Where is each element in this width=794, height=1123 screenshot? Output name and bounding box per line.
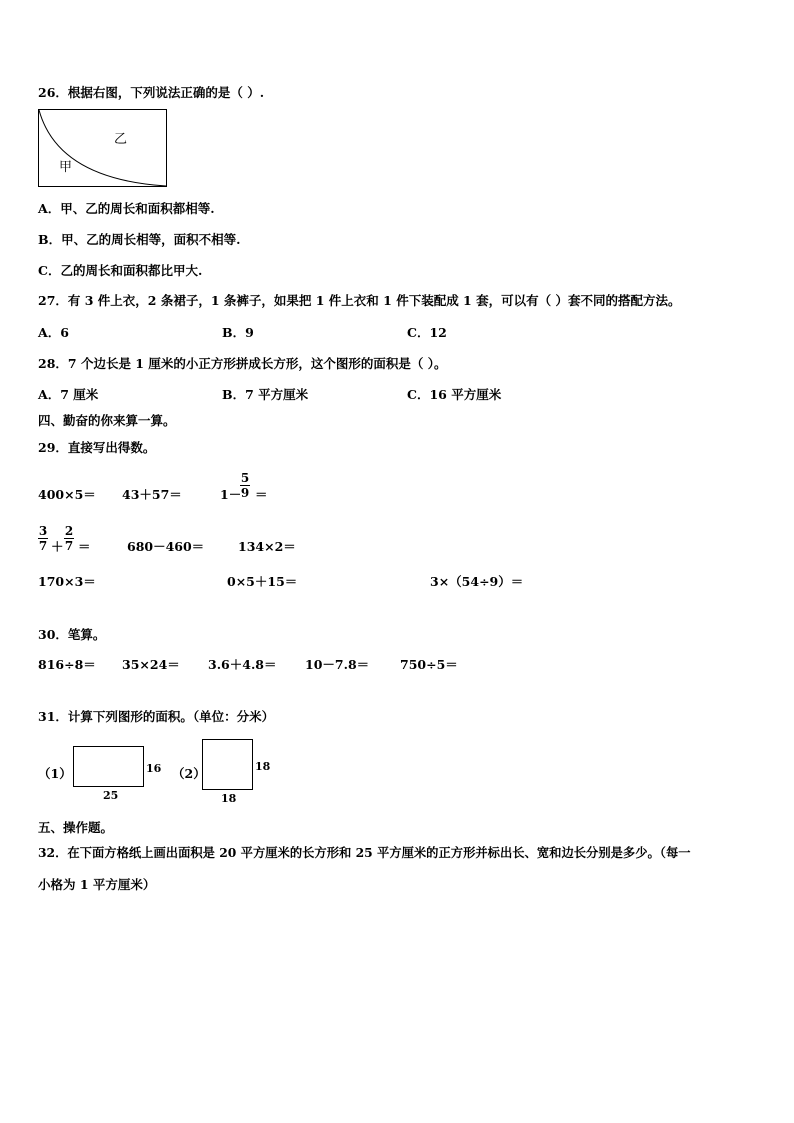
q30-stem: 30．笔算。 [38,627,106,642]
fraction-2-7 [64,524,74,553]
q31-stem: 31．计算下列图形的面积。（单位：分米） [38,709,275,724]
q30-item-3: 3.6＋4.8＝ [208,657,277,672]
q31-fig1-label: （1） [38,766,72,781]
denominator: 7 [64,539,74,553]
q29-r3-a: 170×3＝ [38,574,96,589]
q30-item-1: 816÷8＝ [38,657,96,672]
fig2-width-label: 18 [221,792,237,805]
q28-option-b: B．7 平方厘米 [222,387,309,402]
fig1-height-label: 16 [146,762,162,775]
q32-line-2: 小格为 1 平方厘米） [38,877,156,892]
q26-stem: 26．根据右图，下列说法正确的是（ ）. [38,85,265,100]
fig1-width-label: 25 [103,789,119,802]
q28-stem: 28．7 个边长是 1 厘米的小正方形拼成长方形，这个图形的面积是（ ）。 [38,356,447,371]
q29-stem: 29．直接写出得数。 [38,440,156,455]
q28-option-a: A．7 厘米 [38,387,99,402]
q29-r2-a-suffix: ＝ [78,539,91,554]
q27-option-b: B．9 [222,325,254,340]
numerator: 3 [38,524,48,538]
q29-r1-a: 400×5＝ [38,487,96,502]
denominator: 7 [38,539,48,553]
q28-option-c: C．16 平方厘米 [407,387,502,402]
q29-r1-c-prefix: 1－ [220,487,242,502]
label-jia: 甲 [59,160,73,175]
section-5-heading: 五、操作题。 [38,820,114,835]
q26-figure [38,109,168,188]
q30-item-4: 10－7.8＝ [305,657,370,672]
q26-option-b: B．甲、乙的周长相等，面积不相等. [38,232,241,247]
q31-rectangle-figure [73,746,163,802]
q26-option-a: A．甲、乙的周长和面积都相等. [38,201,215,216]
section-4-heading: 四、勤奋的你来算一算。 [38,413,176,428]
fig2-height-label: 18 [255,760,271,773]
q27-stem: 27．有 3 件上衣，2 条裙子，1 条裤子，如果把 1 件上衣和 1 件下装配成 1 套，可以有（ ）套不同的搭配方法。 [38,293,681,308]
q29-r1-b: 43＋57＝ [122,487,182,502]
numerator: 5 [240,471,250,485]
plus-sign: ＋ [51,539,64,554]
denominator: 9 [240,486,250,500]
q32-line-1: 32．在下面方格纸上画出面积是 20 平方厘米的长方形和 25 平方厘米的正方形并标出长、宽和边长分别是多少。（每一 [38,845,691,860]
q29-r2-b: 680－460＝ [127,539,205,554]
q29-r2-c: 134×2＝ [238,539,296,554]
q30-item-5: 750÷5＝ [400,657,458,672]
q26-option-c: C．乙的周长和面积都比甲大. [38,263,203,278]
fraction-5-9 [240,471,250,500]
numerator: 2 [64,524,74,538]
q29-r1-c-suffix: ＝ [255,487,268,502]
q27-option-c: C．12 [407,325,447,340]
q30-item-2: 35×24＝ [122,657,180,672]
fraction-3-7 [38,524,48,553]
q31-fig2-label: （2） [172,766,206,781]
q27-option-a: A．6 [38,325,69,340]
q29-r3-c: 3×（54÷9）＝ [430,574,524,589]
label-yi: 乙 [114,132,128,147]
q29-r3-b: 0×5＋15＝ [227,574,298,589]
q31-square-figure [202,739,274,807]
